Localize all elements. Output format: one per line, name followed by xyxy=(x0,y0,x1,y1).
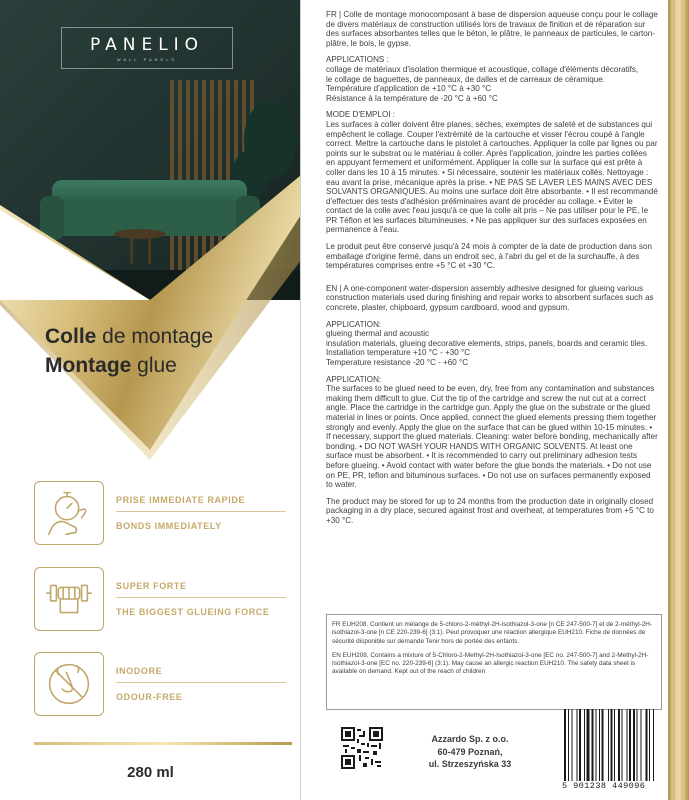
barcode-bar xyxy=(629,709,631,781)
manufacturer-city: 60-479 Poznań, xyxy=(437,746,503,757)
feature-1-en: BONDS IMMEDIATELY xyxy=(116,521,222,531)
feature-2-fr: SUPER FORTE xyxy=(116,581,187,591)
barcode-bar xyxy=(577,709,578,781)
product-title xyxy=(45,322,213,380)
barcode-bar xyxy=(579,709,581,781)
barcode-bar xyxy=(622,709,623,781)
barcode-bar xyxy=(584,709,585,781)
feature-3-divider xyxy=(116,682,286,683)
brand-tagline: WALL PANELS xyxy=(116,56,178,62)
barcode-bar xyxy=(602,709,604,781)
side-gold-stripes xyxy=(668,0,689,800)
feature-3-en: ODOUR-FREE xyxy=(116,692,183,702)
manufacturer-address xyxy=(400,733,540,771)
feature-bonds-immediately xyxy=(0,481,301,551)
fr-usage-heading: MODE D'EMPLOI : xyxy=(326,110,396,120)
en-storage-text: The product may be stored for up to 24 months from the production date in originally closed packaging in a dry place, secured against frost and overheat, at temperatures from +5 °C to +30 °C. xyxy=(326,496,654,525)
barcode-bar xyxy=(653,709,654,781)
fr-applications-text: collage de matériaux d'isolation thermique et acoustique, collage d'éléments décoratifs, le collage de baguettes, de panneaux, de dalles et de carreaux de céramique. Température d'application de +10 °C à +30 °C Résistance à la température de -20 °C à +60 °C xyxy=(326,64,639,103)
en-applications-heading: APPLICATION: xyxy=(326,319,382,329)
brand-logo xyxy=(61,27,233,69)
hazard-en: EN EUH208. Contains a mixture of 5-Chloro-2-Methyl-2H-Isothiazol-3-one [EC no. 247-500-7] and 2-Methyl-2H-Isothiazol-3-one [EC no. 220-239-6] (3:1). May cause an allergic reaction EUH210. The safety data sheet is available on demand. Kept out of the reach of children xyxy=(332,651,649,676)
barcode-bar xyxy=(610,709,612,781)
barcode-number: 5 901238 449096 xyxy=(562,781,646,791)
barcode-bar xyxy=(649,709,650,781)
feature-glueing-force xyxy=(0,567,301,637)
stopwatch-hand-icon xyxy=(34,481,104,545)
barcode-bar xyxy=(618,709,620,781)
en-usage-text: The surfaces to be glued need to be even, dry, free from any contamination and substances making them difficult to glue. Cut the tip of the cartridge and screw the nut cut at a correct angle. Place the cartridge in the cartridge gun. Apply the glue on the substrate or the glued material in lines or points. Once applied, connect the glued elements pressing them together strongly and evenly. Apply the glue on the surface that can be glued within 10-15 minutes. • If necessary, support the glued materials. Cleaning: water before bonding, mechanically after bonding. • DO NOT WASH YOUR HANDS WITH ORGANIC SOLVENTS. At least one surface must be absorbent. • It is recommended to carry out preliminary adhesion tests before glueing. • Avoid contact with water before the glue bonds the materials. • Do not use on PE, PR, teflon and bituminous surfaces. • Do not use on surfaces permanently exposed to water. xyxy=(326,384,658,490)
barcode-bar xyxy=(595,709,596,781)
feature-1-divider xyxy=(116,511,286,512)
en-usage-heading: APPLICATION: xyxy=(326,374,382,384)
en-applications-text: glueing thermal and acoustic insulation materials, glueing decorative elements, strips, panels, boards and ceramic tiles. Installation temperature +10 °C - +30 °C Temperature resistance -20 °C - +60 °C xyxy=(326,329,648,367)
front-panel xyxy=(0,0,301,800)
title-fr-bold: Colle xyxy=(45,325,97,348)
title-fr-rest: de montage xyxy=(96,325,214,348)
gold-divider xyxy=(34,742,292,745)
fr-applications-heading: APPLICATIONS : xyxy=(326,55,389,65)
fr-storage-text: Le produit peut être conservé jusqu'à 24 mois à compter de la date de production dans son emballage d'origine fermé, dans un endroit sec, à l'abri du gel et de la surchauffe, à des températures comprises entre +5 °C et +30 °C. xyxy=(326,242,652,271)
barcode-bar xyxy=(608,709,609,781)
barcode-bar xyxy=(572,709,573,781)
barcode-bar xyxy=(587,709,590,781)
barcode-bar xyxy=(568,709,569,781)
product-volume: 280 ml xyxy=(127,764,174,781)
hazard-fr: FR EUH208. Contient un mélange de 5-chloro-2-méthyl-2H-isothiazol-3-one [n CE 247-500-7] et de 2-méthyl-2H-isothiazol-3-one [n CE 220-239-6] (3:1). Peut provoquer une réaction allergique EUH210. Fiche de données de sécurité disponible sur demande Tenir hors de portée des enfants. xyxy=(332,621,653,645)
barcode-bar xyxy=(640,709,641,781)
manufacturer-name: Azzardo Sp. z o.o. xyxy=(431,734,509,744)
feature-3-fr: INODORE xyxy=(116,666,163,676)
barcode-bar xyxy=(592,709,594,781)
title-en-rest: glue xyxy=(131,354,177,377)
title-en-bold: Montage xyxy=(45,354,132,377)
muscle-arm-icon xyxy=(34,567,104,631)
manufacturer-street: ul. Strzeszyńska 33 xyxy=(428,759,512,769)
description-column xyxy=(326,10,658,533)
en-intro: EN | A one-component water-dispersion assembly adhesive designed for glueing various construction materials used during finishing and repair works to absorbent surfaces such as concrete, plaster, chipboard, gypsum cardboard, wood and gypsum. xyxy=(326,283,654,313)
fr-intro: FR | Colle de montage monocomposant à base de dispersion aqueuse conçu pour le collage de divers matériaux de construction utilisés lors de travaux de finition et de réparation sur des surfaces absorbantes telles que le béton, le plâtre, le panneaux de particules, le carton-plâtre, le bois, le gypse. xyxy=(326,10,658,48)
barcode-bar xyxy=(614,709,615,781)
brand-logo-text: PANELIO xyxy=(89,34,205,55)
feature-odour-free xyxy=(0,652,301,722)
barcode-icon xyxy=(560,705,680,785)
hazard-box xyxy=(326,614,662,710)
barcode-bar xyxy=(564,709,566,781)
no-smell-nose-icon xyxy=(34,652,104,716)
product-title-fr xyxy=(45,322,213,351)
qr-code-icon xyxy=(341,727,383,769)
barcode-bar xyxy=(645,709,647,781)
barcode-bar xyxy=(599,709,600,781)
barcode-bar xyxy=(637,709,638,781)
fr-usage-text: Les surfaces à coller doivent être planes, sèches, exemptes de saleté et de substances qui empêchent le collage. Couper l'extrémité de la cartouche et visser l'écrou coupé à l'angle correct. Mettre la cartouche dans le pistolet à cartouches. Appliquer la colle par lignes ou par points sur le substrat ou le matériau à coller. Après l'application, joindre les parties collées en appuyant fermement et uniformément. Appliquer la colle sur la surface qui est prête à coller dans les 10 à 15 minutes. • Si nécessaire, soutenir les matériaux collés. Nettoyage : eau avant la prise, mécanique après la prise. • NE PAS SE LAVER LES MAINS AVEC DES SOLVANTS ORGANIQUES. Au moins une surface doit être absorbante. • Il est recommandé d'effectuer des tests d'adhésion préliminaires avant de procéder au collage. • Éviter le contact de la colle avec l'eau jusqu'à ce que la colle ait pris – Ne pas utiliser pour le PE, le PR Téflon et les surfaces bitumineuses. • Ne pas appliquer sur des surfaces exposées en permanence à l'eau. xyxy=(326,119,658,235)
barcode-bar xyxy=(627,709,628,781)
feature-2-divider xyxy=(116,597,286,598)
barcode-bar xyxy=(633,709,635,781)
feature-1-fr: PRISE IMMEDIATE RAPIDE xyxy=(116,495,246,505)
feature-2-en: THE BIGGEST GLUEING FORCE xyxy=(116,607,270,617)
product-title-en xyxy=(45,351,213,380)
